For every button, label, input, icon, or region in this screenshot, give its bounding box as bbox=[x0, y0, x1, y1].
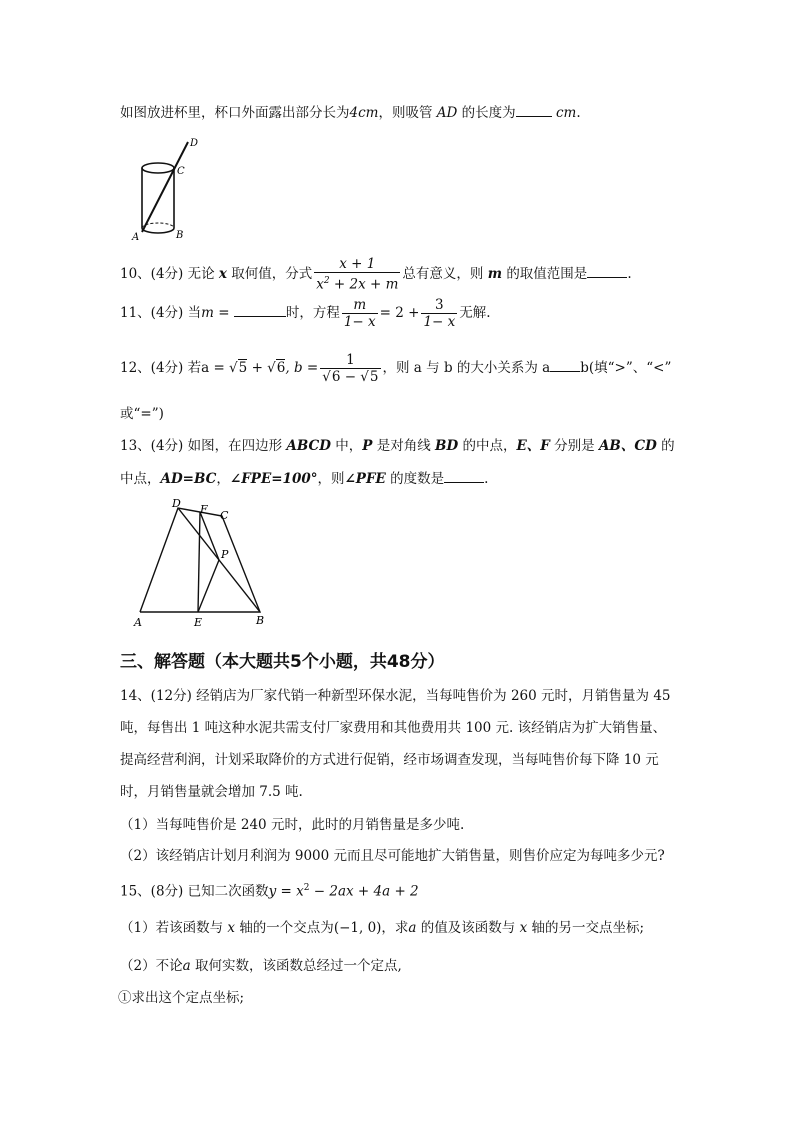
q9-end: . bbox=[576, 105, 581, 121]
q15-func-b: − 2ax + 4a + 2 bbox=[309, 883, 419, 900]
q13-line1-f: 的 bbox=[661, 438, 675, 454]
q13-ef: E、F bbox=[516, 438, 550, 454]
q11-answer-blank[interactable] bbox=[234, 302, 286, 317]
q10-var-m: m bbox=[487, 265, 503, 282]
q10-number: 10、(4分) bbox=[120, 265, 184, 282]
q10-text1: 无论 bbox=[187, 265, 215, 282]
q12-comma-b: , b = bbox=[285, 360, 319, 376]
q13-bd: BD bbox=[435, 438, 459, 454]
q12-expr-a: a = bbox=[201, 360, 225, 376]
q10-den-b: + 2x + m bbox=[329, 276, 399, 293]
q13-line1-a: 如图，在四边形 bbox=[187, 438, 283, 454]
q10-den-exp: 2 bbox=[323, 276, 330, 286]
q9-answer-unit: cm bbox=[555, 105, 577, 121]
q9-unit: cm bbox=[358, 105, 379, 121]
quad-label-p: P bbox=[221, 548, 229, 561]
cup-label-c: C bbox=[177, 166, 185, 177]
q14-sub2: （2）该经销店计划月利润为 9000 元而且尽可能地扩大销售量，则售价应定为每吨多少元? bbox=[120, 848, 665, 864]
q13-end: . bbox=[484, 471, 489, 487]
q15-sub1-d: 的值及该函数与 bbox=[420, 920, 516, 936]
cup-label-b: B bbox=[176, 230, 184, 241]
q13-line2-b: ， bbox=[216, 471, 230, 487]
q13-line2 bbox=[120, 468, 488, 489]
q12-den-sqrt6: 6 bbox=[331, 369, 341, 385]
q11-eq: = bbox=[218, 305, 230, 321]
q10-text2: 取何值，分式 bbox=[231, 265, 313, 282]
q13-line1 bbox=[120, 436, 675, 456]
q15-sub1-b: 轴的一个交点为 bbox=[239, 920, 334, 936]
q13-line1-c: 是对角线 bbox=[376, 438, 431, 454]
quad-label-c: C bbox=[220, 509, 229, 522]
q13-cond1: AD=BC bbox=[160, 471, 217, 487]
quad-label-e: E bbox=[194, 616, 203, 629]
q13-quad: ABCD bbox=[286, 438, 331, 454]
q14-line1: 14、(12分) 经销店为厂家代销一种新型环保水泥，当每吨售价为 260 元时，月销售量为 45 bbox=[120, 688, 671, 704]
q13-ab-cd: AB、CD bbox=[598, 438, 657, 454]
q13-angle1: ∠FPE=100° bbox=[229, 471, 318, 487]
q15-sub2-b: 取何实数，该函数总经过一个定点, bbox=[194, 958, 402, 974]
q10-den-a: x bbox=[316, 276, 324, 293]
q15-line1 bbox=[120, 878, 419, 902]
q12-text: 12、(4分) 若a = √5 + √6, b = $\frac{1}{√6 - √5}$ ，则 a 与 b 的大小关系为 a b(填“>”、“<” bbox=[120, 352, 672, 385]
q15-sub1-var: a bbox=[408, 920, 417, 936]
q15-func-exp: 2 bbox=[303, 883, 310, 893]
q12-frac-num: 1 bbox=[346, 352, 355, 368]
q12-plus: + bbox=[251, 360, 263, 376]
cup-label-d: D bbox=[190, 138, 199, 149]
q12-sqrt5: 5 bbox=[238, 360, 248, 376]
q15-sub2-var: a bbox=[182, 958, 191, 974]
q11-frac1-num: m bbox=[353, 297, 367, 313]
q10-end: . bbox=[627, 265, 632, 282]
cup-straw-figure bbox=[130, 136, 210, 246]
q13-line1-d: 的中点， bbox=[462, 438, 517, 454]
q12-sqrt6: 6 bbox=[276, 360, 286, 376]
q15-sub3: ①求出这个定点坐标; bbox=[118, 990, 245, 1006]
q14-line4: 时，月销售量就会增加 7.5 吨. bbox=[120, 784, 303, 800]
q15-sub2 bbox=[120, 956, 402, 976]
q10-var-x: x bbox=[218, 265, 227, 282]
q12-text2: ，则 a 与 b 的大小关系为 a bbox=[382, 360, 551, 376]
q13-p: P bbox=[362, 438, 373, 454]
q12-fraction bbox=[320, 352, 380, 385]
q9-length: 4 bbox=[349, 105, 359, 121]
q14-sub1: （1）当每吨售价是 240 元时，此时的月销售量是多少吨. bbox=[120, 817, 465, 833]
q11-text2: 时，方程 bbox=[285, 305, 340, 321]
q15-func-a: y = x bbox=[268, 883, 304, 900]
quad-label-d: D bbox=[172, 497, 181, 510]
q11-frac2-den: 1− x bbox=[423, 314, 456, 330]
q11-frac1-den: 1− x bbox=[343, 314, 376, 330]
q9-text3: 的长度为 bbox=[461, 105, 516, 121]
q11-frac2-num: 3 bbox=[435, 297, 444, 313]
q10-frac-den bbox=[314, 272, 400, 293]
q9-var: AD bbox=[436, 105, 458, 121]
q15-sub1-x: x bbox=[227, 920, 236, 936]
q15-sub1-c: ，求 bbox=[381, 920, 409, 936]
q10-text bbox=[120, 256, 632, 293]
q13-answer-blank[interactable] bbox=[444, 468, 484, 483]
q13-line1-b: 中， bbox=[335, 438, 363, 454]
q15-sub1-x2: x bbox=[519, 920, 528, 936]
q15-sub2-a: （2）不论 bbox=[120, 958, 183, 974]
q13-line2-c: ，则 bbox=[317, 471, 345, 487]
quad-label-f: F bbox=[200, 503, 208, 516]
q10-answer-blank[interactable] bbox=[587, 263, 627, 278]
q9-text bbox=[120, 102, 581, 123]
q11-number: 11、(4分) bbox=[120, 305, 184, 321]
q13-number: 13、(4分) bbox=[120, 438, 184, 454]
q10-text3: 总有意义，则 bbox=[402, 265, 484, 282]
q13-line2-a: 中点， bbox=[120, 471, 161, 487]
q9-answer-blank[interactable] bbox=[516, 102, 552, 117]
q11-text bbox=[120, 296, 491, 330]
quad-label-b: B bbox=[256, 614, 265, 627]
q10-fraction bbox=[314, 256, 400, 293]
q15-sub1-a: （1）若该函数与 bbox=[120, 920, 224, 936]
q13-line2-d: 的度数是 bbox=[390, 471, 445, 487]
q12-den-minus: − bbox=[344, 369, 357, 385]
q12-number: 12、(4分) bbox=[120, 360, 184, 376]
quadrilateral-figure bbox=[132, 496, 282, 630]
q12-text1: 若 bbox=[187, 360, 202, 376]
q13-angle2: ∠PFE bbox=[344, 471, 386, 487]
q11-text1: 当 bbox=[187, 305, 202, 321]
q9-text1: 如图放进杯里，杯口外面露出部分长为 bbox=[120, 105, 350, 121]
q15-text1: 已知二次函数 bbox=[187, 883, 269, 900]
q11-mid: = 2 + bbox=[379, 305, 420, 321]
q14-line3: 提高经营利润，计划采取降价的方式进行促销，经市场调查发现，当每吨售价每下降 10 元 bbox=[120, 752, 659, 768]
q12-line2: 或“=”) bbox=[120, 406, 164, 422]
q9-text2: ，则吸管 bbox=[378, 105, 433, 121]
q10-text4: 的取值范围是 bbox=[506, 265, 588, 282]
q12-text3: b(填“>”、“<” bbox=[580, 360, 672, 376]
q15-sub1 bbox=[120, 918, 644, 938]
q13-line1-e: 分别是 bbox=[554, 438, 595, 454]
q12-frac-den: √6 − √5 bbox=[322, 369, 379, 385]
q15-point: (−1, 0) bbox=[333, 920, 382, 936]
q10-frac-num: x + 1 bbox=[339, 256, 376, 272]
q11-text3: 无解. bbox=[459, 305, 491, 321]
q11-fraction-2 bbox=[421, 297, 457, 330]
q12-den-sqrt5: 5 bbox=[369, 369, 379, 385]
q15-number: 15、(8分) bbox=[120, 883, 184, 900]
q12-answer-blank[interactable] bbox=[550, 357, 580, 372]
cup-label-a: A bbox=[132, 232, 140, 243]
section-3-heading: 三、解答题（本大题共5个小题，共48分） bbox=[120, 652, 445, 672]
q15-sub1-e: 轴的另一交点坐标; bbox=[531, 920, 645, 936]
q11-var-m: m bbox=[201, 305, 214, 321]
q14-line2: 吨，每售出 1 吨这种水泥共需支付厂家费用和其他费用共 100 元. 该经销店为扩大销售量、 bbox=[120, 720, 667, 736]
q11-fraction-1 bbox=[342, 297, 378, 330]
quad-label-a: A bbox=[134, 616, 142, 629]
